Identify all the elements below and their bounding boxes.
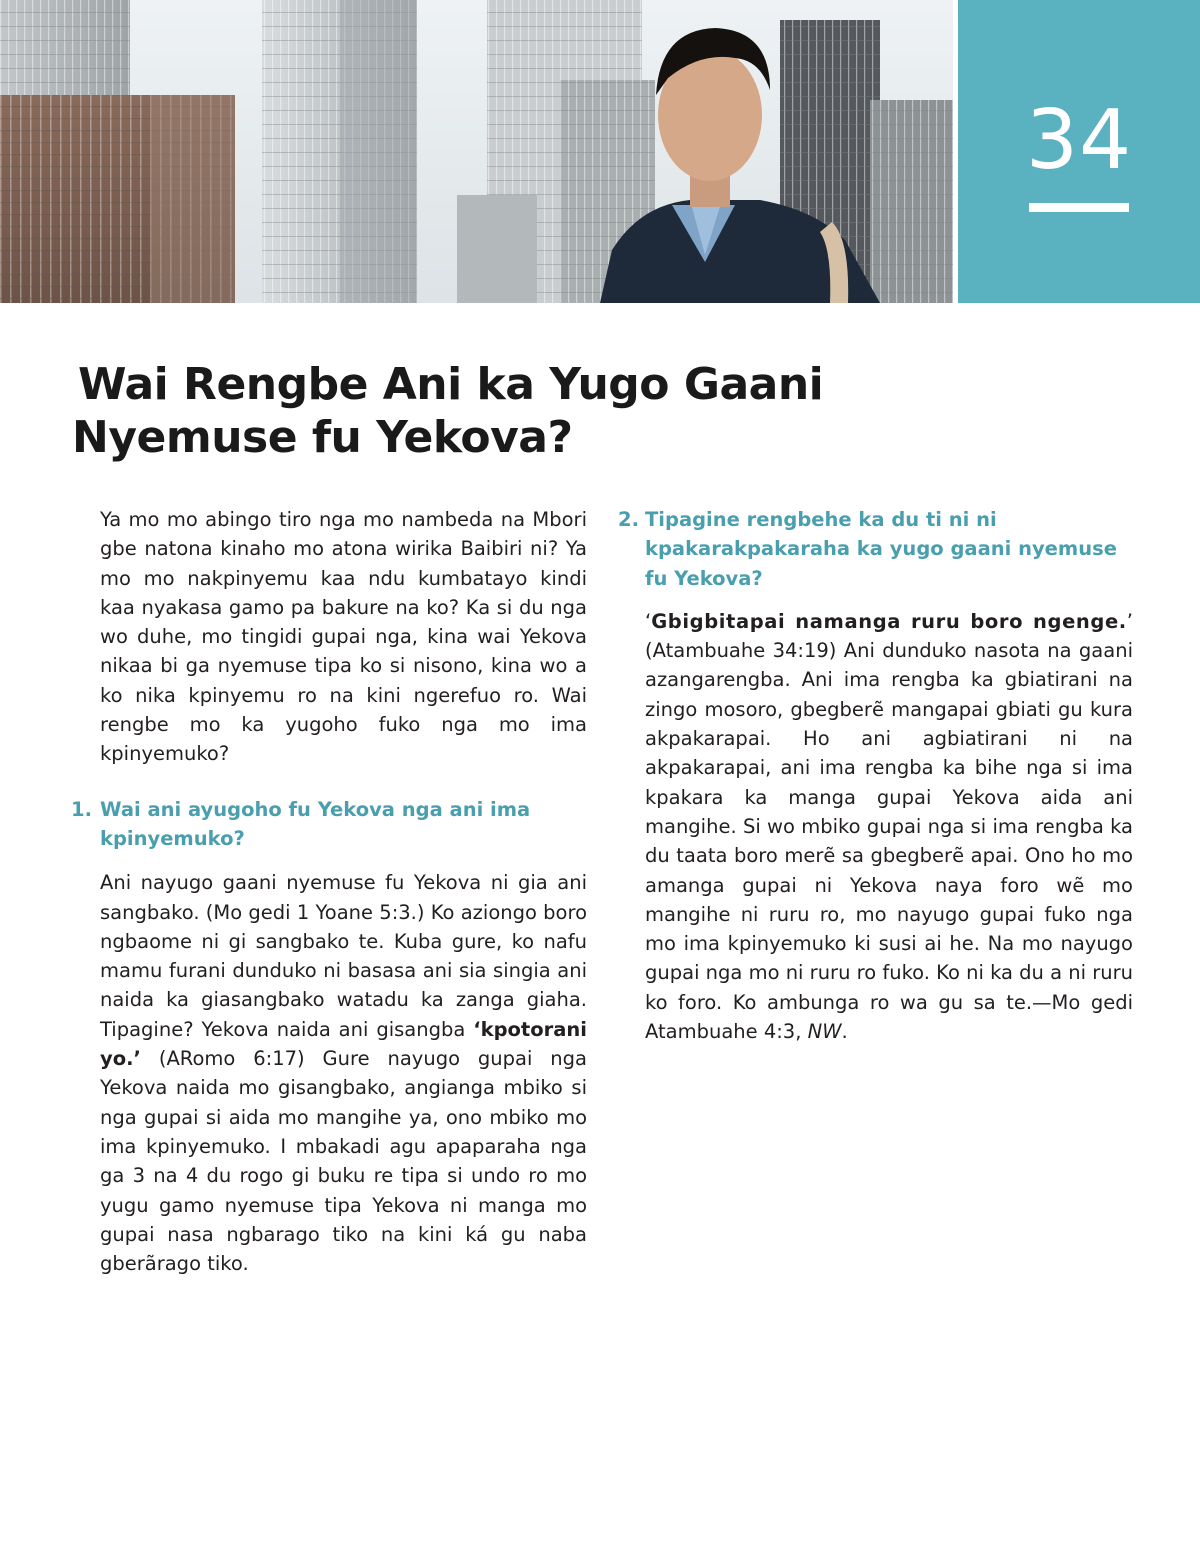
- answer-1-paragraph: [100, 868, 587, 1278]
- answer-2-paragraph: [645, 607, 1133, 1046]
- question-2: [618, 505, 1133, 593]
- question-1-text: Wai ani ayugoho fu Yekova nga ani ima kpinyemuko?: [100, 797, 531, 850]
- answer-2-italic: NW: [807, 1020, 842, 1044]
- lesson-number-panel: [958, 0, 1200, 303]
- right-column: [618, 505, 1133, 1046]
- intro-paragraph: Ya mo mo abingo tiro nga mo nambeda na Mbori gbe natona kinaho mo atona wirika Baibiri ni? Ya mo mo nakpinyemu kaa ndu kumbatayo kindi kaa nyakasa gamo pa bakure na ko? Ka si du nga wo duhe, mo tingidi gupai nga, kina wai Yekova nikaa bi ga nyemuse tipa ko si nisono, kina wo a ko nika kpinyemu ro na kini ngerefuo ro. Wai rengbe mo ka yugoho fuko nga mo ima kpinyemuko?: [100, 508, 587, 766]
- question-1: [71, 795, 587, 854]
- question-2-number: 2.: [618, 508, 639, 531]
- lesson-number: 34: [1025, 93, 1133, 188]
- page-title: [72, 358, 972, 464]
- title-line-1: Wai Rengbe Ani ka Yugo Gaani: [78, 359, 824, 410]
- answer-2-text: (Atambuahe 34:19) Ani dunduko nasota na gaani azangarengba. Ani ima rengba ka gbiatirani na zingo mosoro, gbegberẽ mangapai gbiati gu kura akpakarapai. Ho ani agbiatirani ni na akpakarapai, ani ima rengba ka bihe nga si ima kpakara ka manga gupai Yekova aida ani mangihe. Si wo mbiko gupai nga si ima rengba ka du taata boro merẽ sa gbegberẽ apai. Ono ho mo amanga gupai ni Yekova naya foro wẽ mo mangihe ni ruru ro, mo nayugo gupai fuko nga mo ima kpinyemuko ki susi ai he. Na mo nayugo gupai nga mo ni ruru ro fuko. Ko ni ka du a ni ruru ko foro. Ko ambunga ro wa gu sa te.—Mo gedi Atambuahe 4:3,: [645, 639, 1133, 1044]
- answer-2-open-quote: ‘: [645, 609, 652, 633]
- left-column: [71, 505, 587, 1278]
- number-underline: [1029, 203, 1129, 212]
- title-line-2: Nyemuse fu Yekova?: [72, 412, 573, 463]
- header-photo: [0, 0, 953, 303]
- answer-2-end: .: [841, 1020, 848, 1044]
- question-2-text: Tipagine rengbehe ka du ti ni ni kpakarakpakaraha ka yugo gaani nyemuse fu Yekova?: [645, 508, 1117, 590]
- answer-2-emphasis: Gbigbitapai namanga ruru boro ngenge.: [651, 609, 1127, 633]
- question-1-number: 1.: [71, 797, 92, 821]
- answer-1-text-b: (ARomo 6:17) Gure nayugo gupai nga Yekova naida mo gisangbako, angianga mbiko si nga gupai si aida mo mangihe ya, ono mbiko mo ima kpinyemuko. I mbakadi agu apaparaha nga ga 3 na 4 du rogo gi buku re tipa si undo ro mo yugu gamo nyemuse tipa Yekova ni manga mo gupai nasa ngbarago tiko na kini ká gu naba gberãrago tiko.: [100, 1047, 587, 1276]
- answer-1-emphasis: ‘kpotorani yo.’: [100, 1017, 587, 1071]
- answer-1-text-a: Ani nayugo gaani nyemuse fu Yekova ni gia ani sangbako. (Mo gedi 1 Yoane 5:3.) Ko aziongo boro ngbaome ni gi sangbako te. Kuba gure, ko nafu mamu furani dunduko ni basasa ani sia singia ani naida ka giasangbako watadu ka zanga giaha. Tipagine? Yekova naida ani gisangba: [100, 871, 587, 1041]
- answer-2-close-quote: ’: [1126, 609, 1133, 633]
- city-skyline-image: [0, 0, 953, 303]
